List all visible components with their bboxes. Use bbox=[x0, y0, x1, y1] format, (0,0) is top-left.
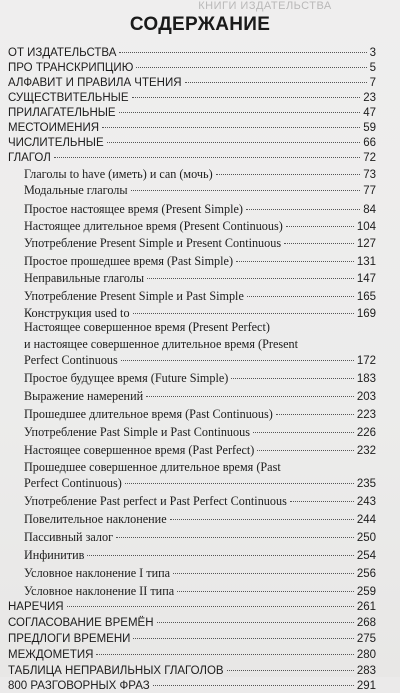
toc-entry bbox=[8, 444, 376, 458]
toc-entry bbox=[8, 121, 376, 135]
toc-entry-title: Модальные глаголы bbox=[24, 183, 128, 197]
toc-entry-page-number: 77 bbox=[363, 185, 376, 197]
dot-leader bbox=[284, 243, 354, 244]
toc-entry-title: Глаголы to have (иметь) и can (мочь) bbox=[24, 167, 213, 181]
toc-entry-page-number: 47 bbox=[363, 107, 376, 119]
dot-leader bbox=[247, 296, 354, 297]
toc-entry-page-number: 280 bbox=[356, 649, 376, 661]
dot-leader bbox=[290, 501, 354, 502]
dot-leader bbox=[133, 313, 354, 314]
dot-leader bbox=[157, 622, 354, 623]
toc-entry bbox=[8, 372, 376, 386]
toc-entry-page-number: 256 bbox=[356, 568, 376, 580]
toc-entry-title: ГЛАГОЛ bbox=[8, 152, 51, 164]
dot-leader bbox=[236, 261, 354, 262]
toc-entry-page-number: 104 bbox=[356, 221, 376, 233]
toc-entry bbox=[8, 354, 376, 368]
dot-leader bbox=[136, 67, 366, 68]
toc-entry bbox=[8, 255, 376, 269]
dot-leader bbox=[227, 670, 354, 671]
toc-entry-continuation bbox=[8, 460, 376, 474]
toc-entry bbox=[8, 616, 376, 630]
dot-leader bbox=[107, 142, 361, 143]
toc-entry bbox=[8, 567, 376, 581]
toc-entry-title: Настоящее совершенное время (Past Perfect) bbox=[24, 443, 255, 457]
toc-entry-title: МЕСТОИМЕНИЯ bbox=[8, 122, 100, 134]
toc-entry-title-line: Настоящее совершенное время (Present Perfect) bbox=[24, 320, 270, 334]
toc-entry-page-number: 275 bbox=[356, 633, 376, 645]
toc-entry-page-number: 23 bbox=[363, 92, 376, 104]
toc-entry-page-number: 3 bbox=[369, 47, 376, 59]
toc-entry bbox=[8, 168, 376, 182]
toc-entry-continuation bbox=[8, 337, 376, 351]
dot-leader bbox=[119, 112, 361, 113]
toc-entry-title: ЧИСЛИТЕЛЬНЫЕ bbox=[8, 137, 104, 149]
toc-entry-page-number: 283 bbox=[356, 665, 376, 677]
toc-entry-title: НАРЕЧИЯ bbox=[8, 601, 64, 613]
dot-leader bbox=[102, 127, 360, 128]
toc-entry-title: Настоящее длительное время (Present Continuous) bbox=[24, 219, 283, 233]
toc-entry-page-number: 127 bbox=[356, 238, 376, 250]
dot-leader bbox=[276, 414, 354, 415]
toc-entry-title: ПРИЛАГАТЕЛЬНЫЕ bbox=[8, 107, 116, 119]
toc-entry-title: Условное наклонение II типа bbox=[24, 584, 175, 598]
toc-entry-title: Выражение намерений bbox=[24, 389, 144, 403]
toc-entry-title: Perfect Continuous bbox=[24, 353, 118, 367]
toc-entry bbox=[8, 237, 376, 251]
toc-entry bbox=[8, 76, 376, 90]
toc-entry-page-number: 7 bbox=[369, 77, 376, 89]
toc-entry-page-number: 244 bbox=[356, 514, 376, 526]
toc-entry-page-number: 291 bbox=[356, 680, 376, 692]
toc-entry-title-line: и настоящее совершенное длительное время (Present bbox=[24, 337, 298, 351]
toc-entry bbox=[8, 61, 376, 75]
toc-entry bbox=[8, 203, 376, 217]
toc-entry-page-number: 183 bbox=[356, 373, 376, 385]
dot-leader bbox=[131, 190, 361, 191]
dot-leader bbox=[177, 591, 354, 592]
toc-entry-title: Употребление Present Simple и Past Simple bbox=[24, 289, 244, 303]
toc-entry-page-number: 172 bbox=[356, 355, 376, 367]
toc-entry bbox=[8, 184, 376, 198]
dot-leader bbox=[133, 638, 353, 639]
toc-entry bbox=[8, 531, 376, 545]
dot-leader bbox=[246, 209, 360, 210]
toc-entry bbox=[8, 632, 376, 646]
toc-entry bbox=[8, 648, 376, 662]
toc-entry bbox=[8, 290, 376, 304]
dot-leader bbox=[216, 174, 361, 175]
toc-entry bbox=[8, 477, 376, 491]
toc-entry-title: МЕЖДОМЕТИЯ bbox=[8, 649, 94, 661]
dot-leader bbox=[87, 555, 353, 556]
toc-entry-page-number: 131 bbox=[356, 256, 376, 268]
toc-entry-page-number: 232 bbox=[356, 445, 376, 457]
toc-entry bbox=[8, 151, 376, 165]
toc-entry-page-number: 203 bbox=[356, 391, 376, 403]
dot-leader bbox=[67, 606, 354, 607]
dot-leader bbox=[253, 432, 354, 433]
dot-leader bbox=[185, 82, 367, 83]
toc-entry bbox=[8, 220, 376, 234]
toc-entry bbox=[8, 46, 376, 60]
toc-entry-title: Конструкция used to bbox=[24, 306, 130, 320]
toc-entry-title: АЛФАВИТ И ПРАВИЛА ЧТЕНИЯ bbox=[8, 77, 182, 89]
toc-entry-page-number: 268 bbox=[356, 617, 376, 629]
dot-leader bbox=[119, 52, 366, 53]
toc-entry bbox=[8, 679, 376, 693]
toc-entry-page-number: 226 bbox=[356, 427, 376, 439]
page-title: СОДЕРЖАНИЕ bbox=[129, 14, 271, 35]
toc-entry-title: Инфинитив bbox=[24, 548, 85, 562]
dot-leader bbox=[54, 157, 360, 158]
dot-leader bbox=[286, 226, 354, 227]
toc-entry bbox=[8, 495, 376, 509]
toc-entry-title: Прошедшее длительное время (Past Continuous) bbox=[24, 407, 273, 421]
toc-entry bbox=[8, 390, 376, 404]
toc-entry-page-number: 254 bbox=[356, 550, 376, 562]
toc-entry bbox=[8, 136, 376, 150]
toc-entry-page-number: 235 bbox=[356, 478, 376, 490]
toc-entry bbox=[8, 585, 376, 599]
dot-leader bbox=[153, 685, 354, 686]
toc-entry-title: Употребление Present Simple и Present Continuous bbox=[24, 236, 282, 250]
dot-leader bbox=[96, 654, 353, 655]
toc-entry-title: СОГЛАСОВАНИЕ ВРЕМЁН bbox=[8, 617, 154, 629]
toc-entry bbox=[8, 272, 376, 286]
toc-entry-page-number: 59 bbox=[363, 122, 376, 134]
toc-entry-title: Пассивный залог bbox=[24, 530, 114, 544]
dot-leader bbox=[116, 537, 354, 538]
toc-entry-title: ТАБЛИЦА НЕПРАВИЛЬНЫХ ГЛАГОЛОВ bbox=[8, 665, 224, 677]
toc-entry-continuation bbox=[8, 320, 376, 334]
dot-leader bbox=[125, 483, 354, 484]
toc-entry bbox=[8, 106, 376, 120]
dot-leader bbox=[121, 360, 354, 361]
toc-entry-page-number: 261 bbox=[356, 601, 376, 613]
toc-entry-page-number: 5 bbox=[369, 62, 376, 74]
toc-entry-title: Условное наклонение I типа bbox=[24, 566, 171, 580]
dot-leader bbox=[173, 573, 354, 574]
toc-entry-title: ПРЕДЛОГИ ВРЕМЕНИ bbox=[8, 633, 131, 645]
toc-entry-page-number: 66 bbox=[363, 137, 376, 149]
toc-entry-page-number: 169 bbox=[356, 308, 376, 320]
toc-entry bbox=[8, 600, 376, 614]
dot-leader bbox=[132, 97, 361, 98]
toc-entry-page-number: 72 bbox=[363, 152, 376, 164]
bleed-through-text: КНИГИ ИЗДАТЕЛЬСТВА bbox=[198, 0, 332, 12]
toc-entry bbox=[8, 664, 376, 678]
toc-entry-title: Употребление Past perfect и Past Perfect Continuous bbox=[24, 494, 287, 508]
dot-leader bbox=[231, 378, 354, 379]
toc-entry bbox=[8, 513, 376, 527]
toc-entry bbox=[8, 307, 376, 321]
toc-entry-title-line: Прошедшее совершенное длительное время (Past bbox=[24, 460, 281, 474]
toc-entry bbox=[8, 408, 376, 422]
toc-entry-page-number: 84 bbox=[363, 204, 376, 216]
toc-entry-title: Perfect Continuous) bbox=[24, 476, 122, 490]
toc-entry-title: ОТ ИЗДАТЕЛЬСТВА bbox=[8, 47, 117, 59]
toc-entry-title: 800 РАЗГОВОРНЫХ ФРАЗ bbox=[8, 680, 150, 692]
toc-entry-page-number: 243 bbox=[356, 496, 376, 508]
toc-entry-page-number: 250 bbox=[356, 532, 376, 544]
dot-leader bbox=[170, 519, 354, 520]
toc-entry-title: Простое будущее время (Future Simple) bbox=[24, 371, 229, 385]
toc-entry bbox=[8, 426, 376, 440]
toc-entry bbox=[8, 91, 376, 105]
toc-entry-title: Употребление Past Simple и Past Continuous bbox=[24, 425, 250, 439]
toc-entry-title: Простое настоящее время (Present Simple) bbox=[24, 202, 243, 216]
dot-leader bbox=[146, 396, 354, 397]
toc-entry-title: Простое прошедшее время (Past Simple) bbox=[24, 254, 233, 268]
toc-entry-title: СУЩЕСТВИТЕЛЬНЫЕ bbox=[8, 92, 129, 104]
dot-leader bbox=[147, 278, 354, 279]
toc-entry-title: ПРО ТРАНСКРИПЦИЮ bbox=[8, 62, 134, 74]
dot-leader bbox=[257, 450, 353, 451]
toc-entry-page-number: 147 bbox=[356, 273, 376, 285]
toc-entry-page-number: 165 bbox=[356, 291, 376, 303]
toc-entry-title: Неправильные глаголы bbox=[24, 271, 145, 285]
toc-entry-title: Повелительное наклонение bbox=[24, 512, 167, 526]
toc-entry bbox=[8, 549, 376, 563]
toc-entry-page-number: 259 bbox=[356, 586, 376, 598]
toc-entry-page-number: 73 bbox=[363, 169, 376, 181]
toc-entry-page-number: 223 bbox=[356, 409, 376, 421]
